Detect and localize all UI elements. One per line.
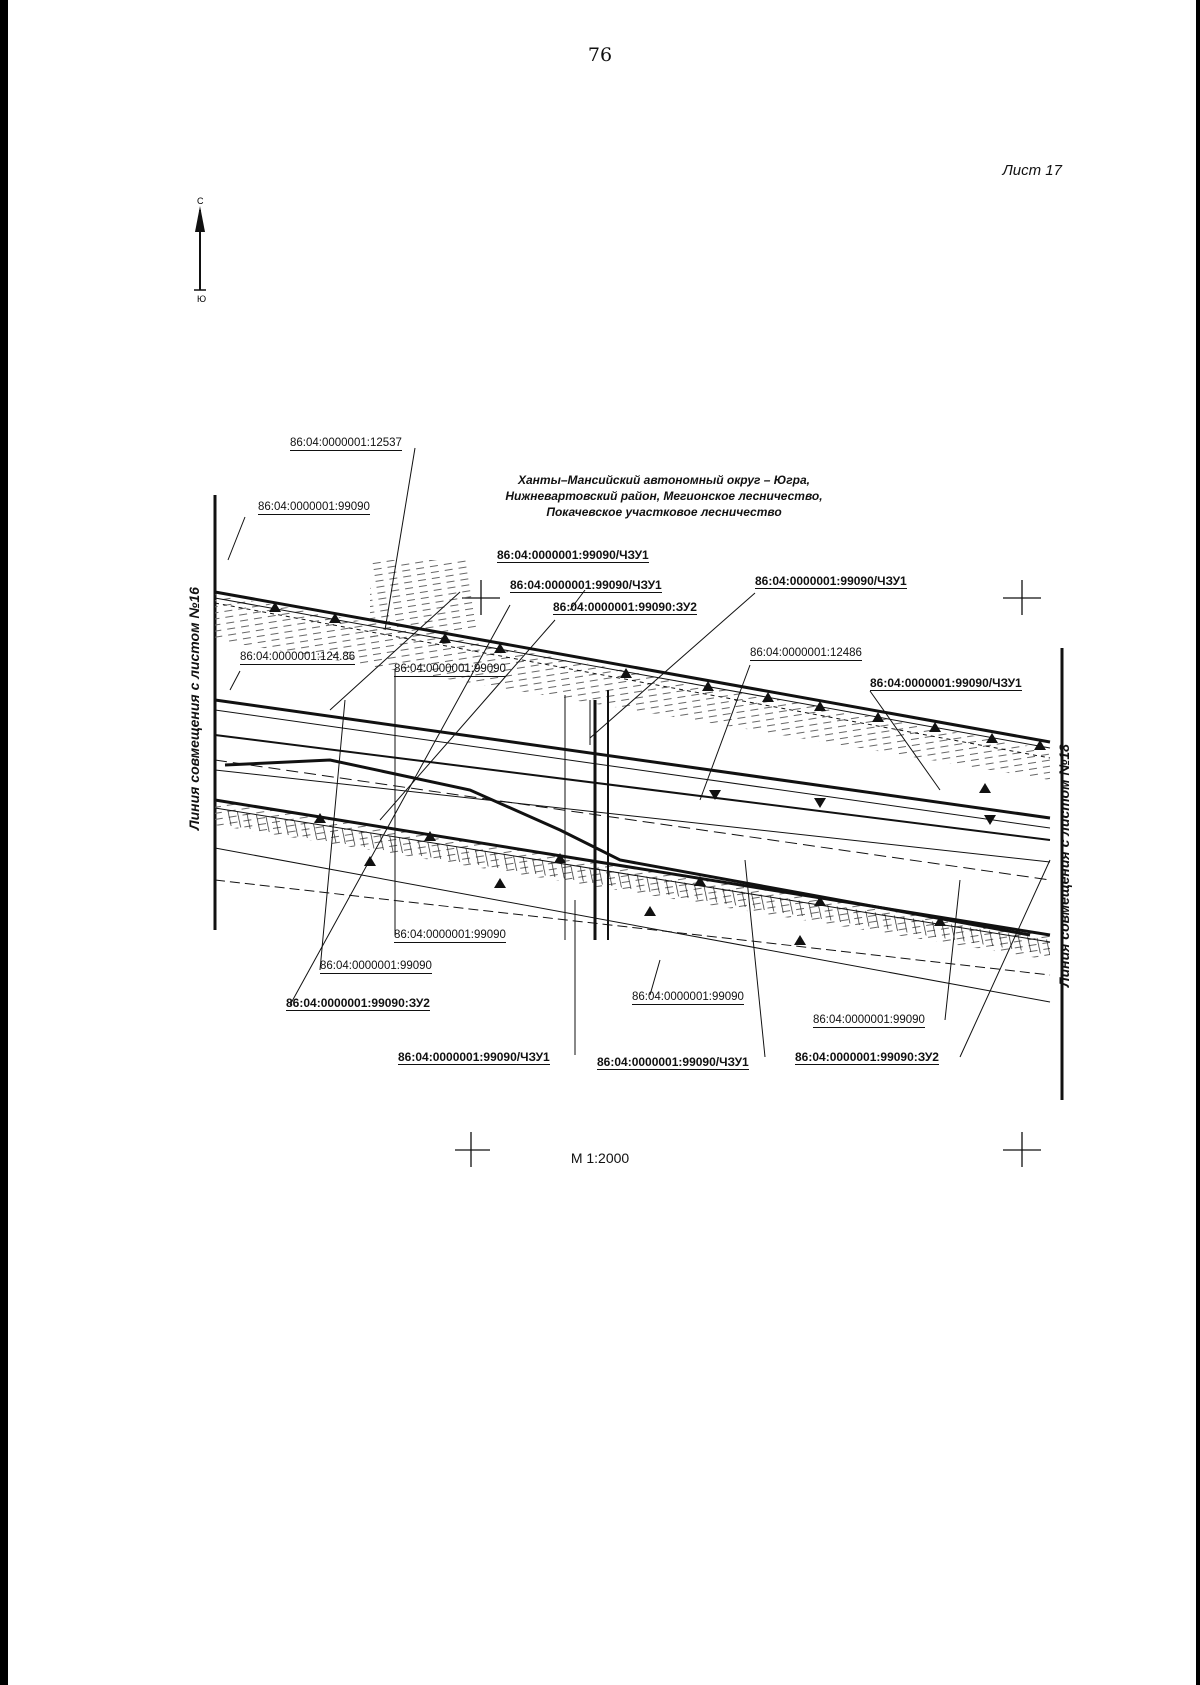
cadastral-label: 86:04:0000001:12537	[290, 437, 402, 449]
sheet-label: Лист 17	[1002, 162, 1062, 179]
cadastral-label: 86:04:0000001:99090/ЧЗУ1	[497, 548, 649, 562]
south-label: Ю	[197, 294, 207, 304]
cadastral-label: 86:04:0000001:99090	[632, 991, 744, 1003]
region-title-line-2: Нижневартовский район, Мегионское лесничество,	[505, 489, 823, 503]
cadastral-label: 86:04:0000001:99090:ЗУ2	[795, 1050, 939, 1064]
cadastral-label: 86:04:0000001:99090/ЧЗУ1	[755, 574, 907, 588]
cadastral-label: 86:04:0000001:99090	[813, 1014, 925, 1026]
cadastral-label: 86:04:0000001:99090:ЗУ2	[286, 996, 430, 1010]
cadastral-label: 86:04:0000001:99090	[394, 929, 506, 941]
north-arrow	[194, 196, 206, 304]
cadastral-label: 86:04:0000001:99090/ЧЗУ1	[398, 1050, 550, 1064]
match-line-right-label: Линия совмещения с листом №18	[1056, 744, 1072, 987]
match-line-left-label: Линия совмещения с листом №16	[186, 587, 202, 830]
cadastral-label: 86:04:0000001:99090	[320, 960, 432, 972]
cadastral-label: 86:04:0000001:12486	[750, 647, 862, 659]
cadastral-label: 86:04:0000001:99090	[258, 501, 370, 513]
region-title-line-1: Ханты–Мансийский автономный округ – Югра,	[518, 473, 810, 487]
cadastral-label: 86:04:0000001:99090/ЧЗУ1	[510, 578, 662, 592]
scale-label: М 1:2000	[570, 1150, 630, 1166]
cadastral-label: 86:04:0000001:99090/ЧЗУ1	[597, 1055, 749, 1069]
cadastral-label: 86:04:0000001:124.86	[240, 651, 356, 663]
north-label: С	[197, 196, 204, 206]
page-number: 76	[587, 44, 613, 66]
embankment-hatch	[225, 810, 1050, 955]
cadastral-label: 86:04:0000001:99090/ЧЗУ1	[870, 676, 1022, 690]
cadastral-label: 86:04:0000001:99090	[394, 663, 506, 675]
region-title	[479, 472, 849, 520]
cadastral-label: 86:04:0000001:99090:ЗУ2	[553, 600, 697, 614]
forest-zone-sign	[370, 560, 480, 640]
region-title-line-3: Покачевское участковое лесничество	[546, 505, 782, 519]
